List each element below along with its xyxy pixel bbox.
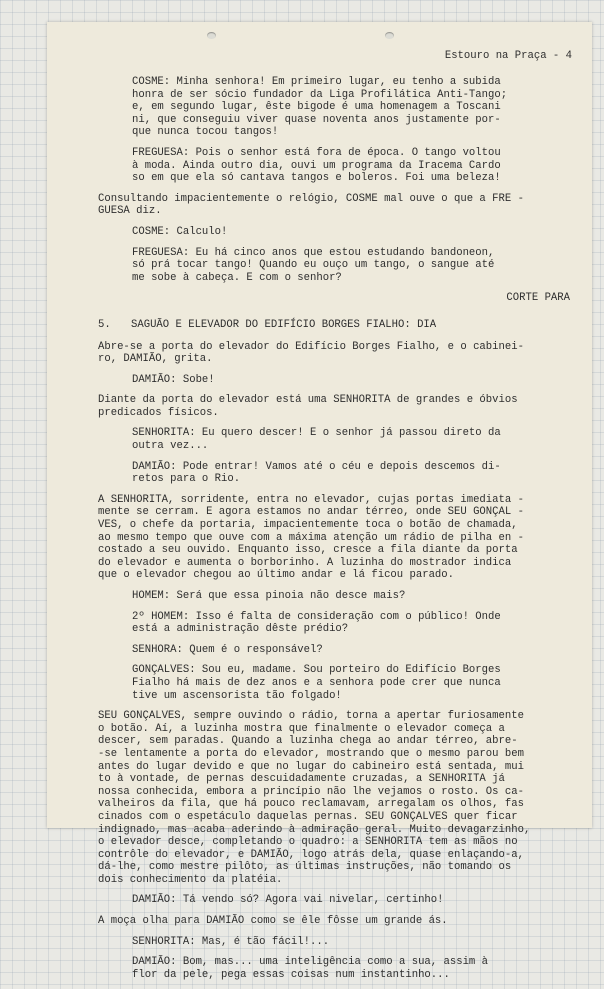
text-line: COSME: Calculo! [132,225,228,238]
text-line: FREGUESA: Eu há cinco anos que estou estudando bandoneon, [132,246,495,259]
action-block [98,341,584,366]
action-block [98,915,584,928]
text-line: DAMIÃO: Sobe! [132,373,215,386]
text-line: ni, que conseguiu viver quase noventa anos justamente por- [132,113,501,126]
text-line: ao mesmo tempo que ouve com a máxima atenção um rádio de pilha en - [98,531,524,544]
text-line: só prá tocar tango! Quando eu ouço um tango, o sangue até [132,259,495,272]
scene-title: SAGUÃO E ELEVADOR DO EDIFÍCIO BORGES FIALHO: DIA [131,318,437,331]
text-line: dois conhecimento da platéia. [98,873,283,886]
text-line: DAMIÃO: Pode entrar! Vamos até o céu e depois descemos di- [132,460,501,473]
text-line: me sobe à cabeça. E com o senhor? [132,271,342,284]
script-body [98,76,584,989]
text-line: A moça olha para DAMIÃO como se êle fôsse um grande ás. [98,915,448,928]
dialogue-block [98,247,584,285]
text-line: VES, o chefe da portaria, impacientemente toca o botão de chamada, [98,519,518,532]
text-line: FREGUESA: Pois o senhor está fora de época. O tango voltou [132,146,501,159]
dialogue-block [98,461,584,486]
text-line: so em que ela só cantava tangos e boleros. Foi uma beleza! [132,172,501,185]
dialogue-block [98,611,584,636]
dialogue-block [98,147,584,185]
text-line: to à vontade, de pernas descuidadamente cruzadas, a SENHORITA já [98,773,505,786]
action-block [98,394,584,419]
text-line: que o elevador chegou ao último andar e lá ficou parado. [98,569,455,582]
text-line: mente se cerram. E agora estamos no andar térreo, onde SEU GONÇAL - [98,506,524,519]
text-line: DAMIÃO: Tá vendo só? Agora vai nivelar, certinho! [132,894,444,907]
text-line: contrôle do elevador, e DAMIÃO, logo atrás dela, quase enlaçando-a, [98,848,524,861]
script-section-a [98,76,584,284]
text-line: do elevador e aumenta o borborinho. A luzinha do mostrador indica [98,556,512,569]
text-line: valheiros da fila, que há pouco reclamavam, arregalam os olhos, fas [98,798,524,811]
transition-line: CORTE PARA [506,292,570,305]
dialogue-block [98,226,584,239]
text-line: A SENHORITA, sorridente, entra no elevador, cujas portas imediata - [98,493,524,506]
text-line: cinados com o espetáculo daquelas pernas. SEU GONÇALVES quer ficar [98,810,518,823]
action-block [98,494,584,582]
dialogue-block [98,76,584,139]
text-line: SEU GONÇALVES, sempre ouvindo o rádio, torna a apertar furiosamente [98,710,524,723]
text-line: HOMEM: Será que essa pinoia não desce mais? [132,590,406,602]
text-line: indignado, mas acaba aderindo à admiração geral. Muito devagarzinho, [98,823,531,836]
dialogue-block [98,374,584,387]
text-line: tive um ascensorista tão folgado! [132,689,342,702]
text-line: que nunca tocou tangos! [132,126,279,139]
text-line: GONÇALVES: Sou eu, madame. Sou porteiro do Edifício Borges [132,664,501,677]
text-line: 2º HOMEM: Isso é falta de consideração com o público! Onde [132,610,501,623]
text-line: nossa conhecida, embora a princípio não lhe vejamos o rosto. Os ca- [98,785,524,798]
dialogue-block [98,664,584,702]
text-line: Diante da porta do elevador está uma SENHORITA de grandes e óbvios [98,394,518,407]
text-line: outra vez... [132,440,209,453]
text-line: dá-lhe, como mestre pilôto, as últimas instruções, não tomando os [98,861,512,874]
binder-hole [207,32,216,39]
page-header: Estouro na Praça - 4 [444,50,572,62]
text-line: flor da pele, pega essas coisas num instantinho... [132,968,450,981]
dialogue-block [98,956,584,981]
binder-hole [385,32,394,39]
text-line: o elevador desce, completando o quadro: a SENHORITA tem as mãos no [98,836,518,849]
text-line: antes do lugar devido e que no lugar do cabineiro está sentada, mui [98,760,524,773]
text-line: SENHORITA: Mas, é tão fácil!... [132,935,330,948]
text-line: ro, DAMIÃO, grita. [98,353,213,366]
scene-heading [98,319,584,332]
dialogue-block [98,936,584,949]
text-line: costado a seu ouvido. Enquanto isso, cresce a fila diante da porta [98,544,518,557]
text-line: Consultando impacientemente o relógio, COSME mal ouve o que a FRE - [98,192,524,205]
text-line: COSME: Minha senhora! Em primeiro lugar, eu tenho a subida [132,76,501,88]
text-line: descer, sem paradas. Quando a luzinha chega ao andar térreo, abre- [98,735,518,748]
dialogue-block [98,427,584,452]
text-line: Fialho há mais de dez anos e a senhora pode crer que nunca [132,676,501,689]
text-line: e, em segundo lugar, êste bigode é uma homenagem a Toscani [132,101,501,114]
text-line: DAMIÃO: Bom, mas... uma inteligência como a sua, assim à [132,956,489,969]
text-line: predicados físicos. [98,406,219,419]
typewritten-page [47,22,592,981]
text-line: à moda. Ainda outro dia, ouvi um programa da Iracema Cardo [132,159,501,172]
text-line: o botão. Aí, a luzinha mostra que finalmente o elevador começa a [98,722,505,735]
script-section-b [98,341,584,982]
text-line: retos para o Rio. [132,473,241,486]
text-line: está a administração dêste prédio? [132,623,349,636]
text-line: -se lentamente a porta do elevador, mostrando que o mesmo parou bem [98,747,524,760]
action-block [98,710,584,886]
dialogue-block [98,590,584,603]
dialogue-block [98,894,584,907]
dialogue-block [98,644,584,657]
action-block [98,193,584,218]
text-line: honra de ser sócio fundador da Liga Profilática Anti-Tango; [132,88,508,101]
text-line: GUESA diz. [98,205,162,218]
text-line: SENHORA: Quem é o responsável? [132,643,323,656]
text-line: Abre-se a porta do elevador do Edifício Borges Fialho, e o cabinei- [98,340,524,353]
scene-number: 5. [98,318,111,331]
text-line: SENHORITA: Eu quero descer! E o senhor já passou direto da [132,427,501,440]
